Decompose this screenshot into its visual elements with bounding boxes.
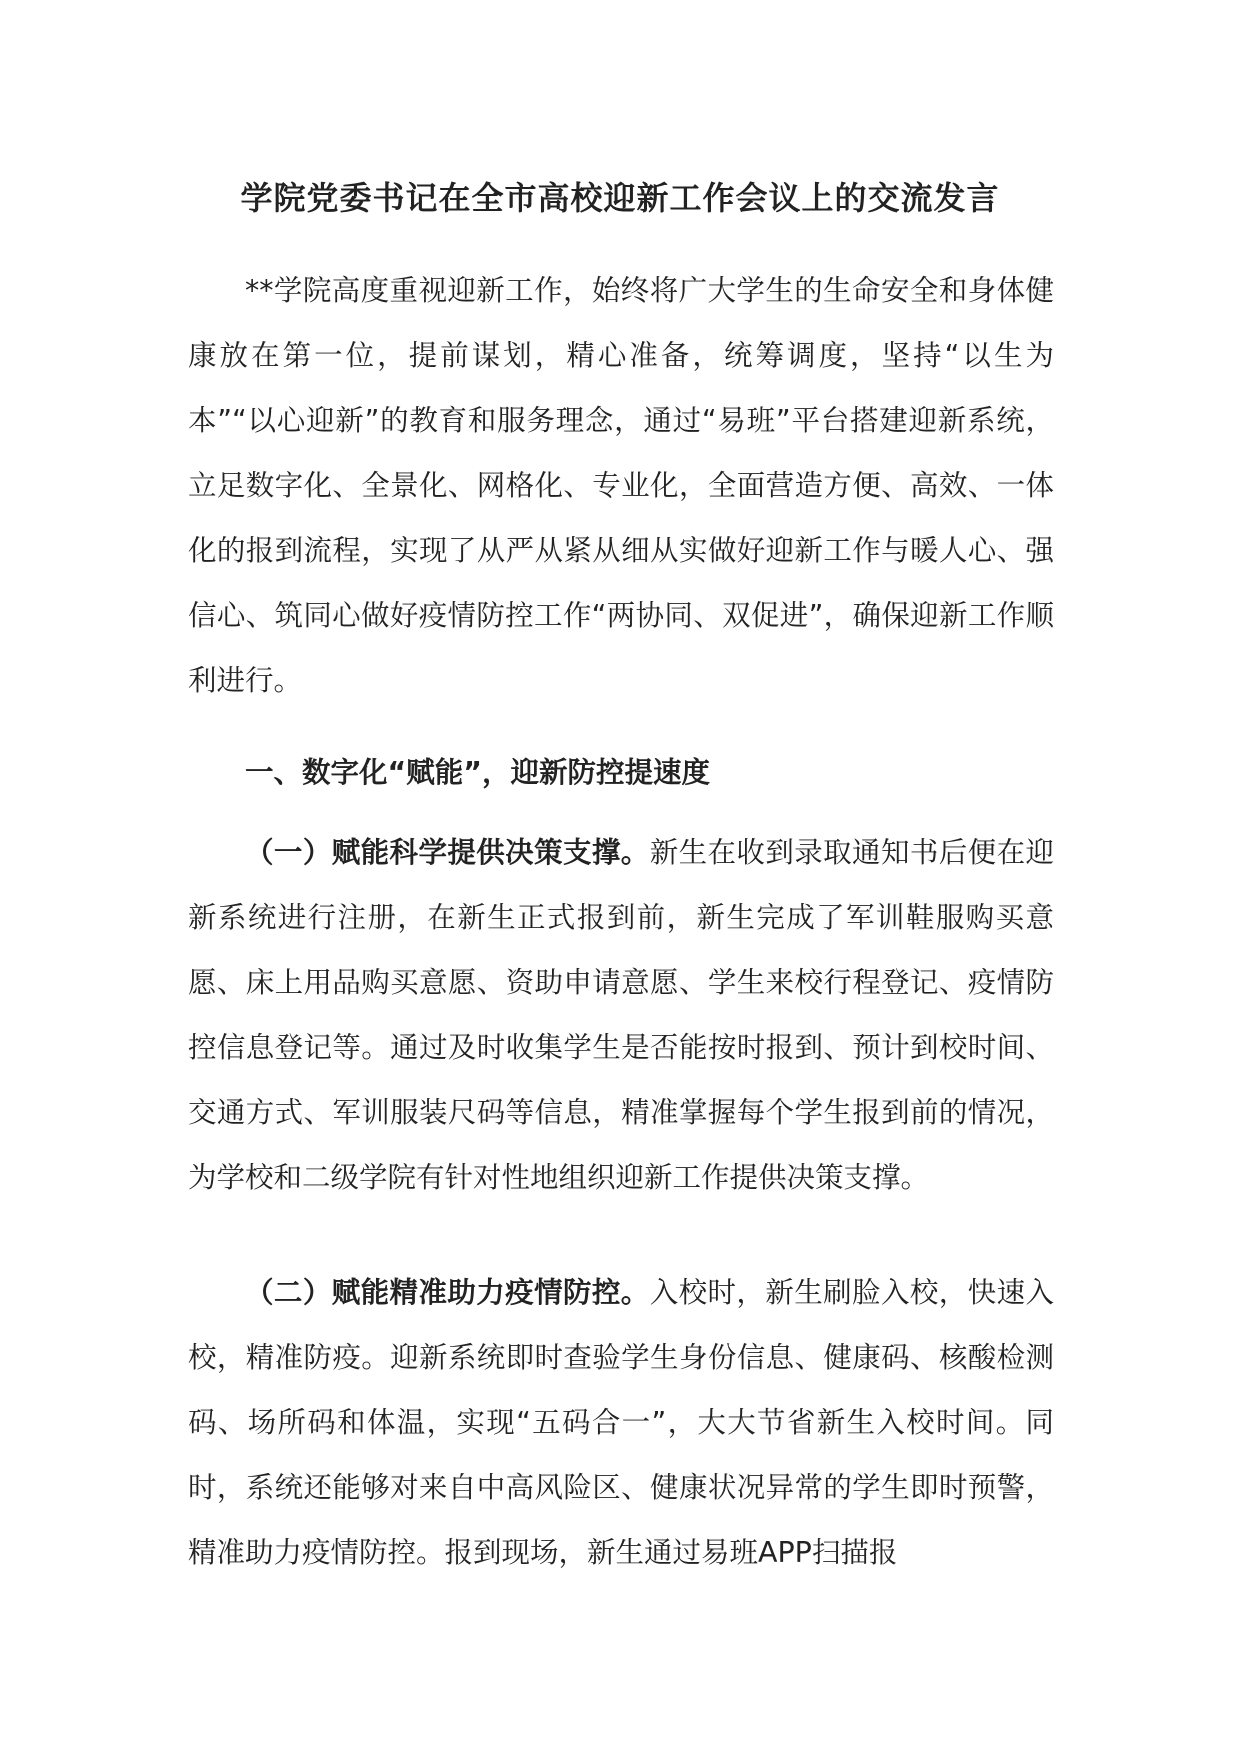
section-heading: 一、数字化“赋能”，迎新防控提速度: [245, 756, 710, 789]
paragraph-text: 入校时，新生刷脸入校，快速入校，精准防疫。迎新系统即时查验学生身份信息、健康码、核酸检测码、场所码和体温，实现“五码合一”，大大节省新生入校时间。同时，系统还能够对来自中高风险区、健康状况异常的学生即时预警，精准助力疫情防控。报到现场，新生通过易班APP扫描报: [188, 1276, 1054, 1569]
document-title: 学院党委书记在全市高校迎新工作会议上的交流发言: [240, 179, 1000, 217]
paragraph-text: 新生在收到录取通知书后便在迎新系统进行注册，在新生正式报到前，新生完成了军训鞋服购买意愿、床上用品购买意愿、资助申请意愿、学生来校行程登记、疫情防控信息登记等。通过及时收集学生是否能按时报到、预计到校时间、交通方式、军训服装尺码等信息，精准掌握每个学生报到前的情况，为学校和二级学院有针对性地组织迎新工作提供决策支撑。: [188, 836, 1054, 1194]
section-paragraph: [188, 820, 1054, 1210]
paragraph-lead: （一）赋能科学提供决策支撑。: [245, 836, 650, 869]
intro-paragraph: **学院高度重视迎新工作，始终将广大学生的生命安全和身体健康放在第一位，提前谋划，精心准备，统筹调度，坚持“以生为本”“以心迎新”的教育和服务理念，通过“易班”平台搭建迎新系统，立足数字化、全景化、网格化、专业化，全面营造方便、高效、一体化的报到流程，实现了从严从紧从细从实做好迎新工作与暖人心、强信心、筑同心做好疫情防控工作“两协同、双促进”，确保迎新工作顺利进行。: [188, 274, 1054, 697]
paragraph-lead: （二）赋能精准助力疫情防控。: [245, 1276, 650, 1309]
section-paragraph: [188, 1260, 1054, 1585]
